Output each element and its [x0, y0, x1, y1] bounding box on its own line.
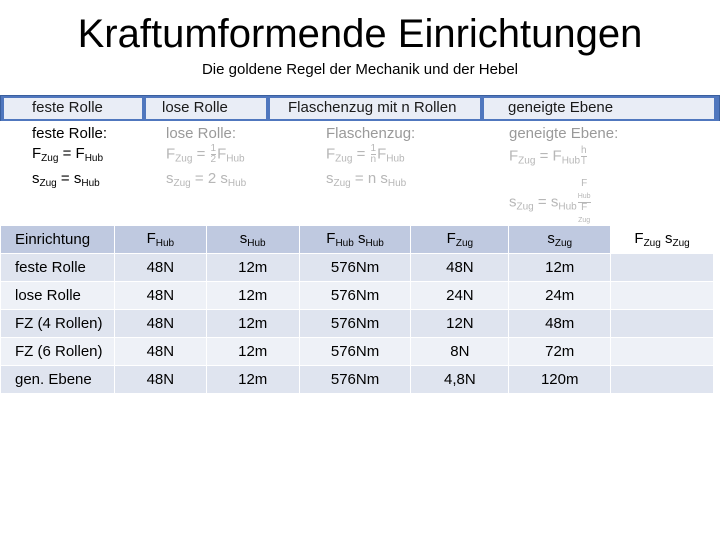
formula-ebene	[509, 124, 618, 226]
cell-f-hub: 48N	[114, 282, 206, 310]
formula-feste-line1: $F_{Zug} = F_{Hub}$	[32, 145, 104, 164]
table-row	[1, 366, 714, 394]
formula-feste	[32, 124, 107, 194]
results-table	[0, 225, 714, 394]
cell-s-hub: 12m	[206, 254, 299, 282]
cell-einrichtung: FZ (6 Rollen)	[1, 338, 115, 366]
band-label-feste: feste Rolle	[32, 99, 103, 116]
cell-f-hub-s-hub: 576Nm	[299, 338, 411, 366]
cell-f-hub: 48N	[114, 338, 206, 366]
cell-s-hub: 12m	[206, 282, 299, 310]
cell-f-zug-s-zug	[611, 366, 714, 394]
table-row	[1, 310, 714, 338]
cell-s-hub: 12m	[206, 366, 299, 394]
cell-s-hub: 12m	[206, 338, 299, 366]
cell-f-hub-s-hub: 576Nm	[299, 310, 411, 338]
formula-flaschenzug-line1: $F_{Zug}$ = $\frac{1}{n}$ $F_{Hub}$	[326, 143, 405, 165]
formula-lose	[166, 124, 246, 194]
formula-flaschenzug-heading: Flaschenzug:	[326, 125, 416, 142]
cell-f-hub-s-hub: 576Nm	[299, 282, 411, 310]
header-einrichtung: Einrichtung	[1, 226, 115, 254]
page-title: Kraftumformende Einrichtungen	[77, 12, 643, 56]
cell-f-zug-s-zug	[611, 338, 714, 366]
cell-einrichtung: FZ (4 Rollen)	[1, 310, 115, 338]
cell-s-zug: 12m	[509, 254, 611, 282]
page-subtitle: Die goldene Regel der Mechanik und der Hebel	[201, 61, 519, 78]
formula-lose-heading: lose Rolle:	[166, 125, 237, 142]
table-row	[1, 254, 714, 282]
cell-einrichtung: gen. Ebene	[1, 366, 115, 394]
cell-s-hub: 12m	[206, 310, 299, 338]
table-row	[1, 338, 714, 366]
cell-f-zug: 48N	[411, 254, 509, 282]
cell-einrichtung: feste Rolle	[1, 254, 115, 282]
formula-flaschenzug	[326, 124, 415, 194]
cell-f-zug-s-zug	[611, 310, 714, 338]
formula-flaschenzug-line2: $s_{Zug} = n$ $s_{Hub}$	[326, 170, 407, 190]
cell-f-zug: 8N	[411, 338, 509, 366]
formula-ebene-heading: geneigte Ebene:	[509, 125, 619, 142]
cell-f-zug: 24N	[411, 282, 509, 310]
header-s-zug: $s_{Zug}$	[509, 226, 611, 254]
cell-s-zug: 120m	[509, 366, 611, 394]
cell-f-hub: 48N	[114, 310, 206, 338]
table-row	[1, 282, 714, 310]
cell-einrichtung: lose Rolle	[1, 282, 115, 310]
cell-f-zug: 4,8N	[411, 366, 509, 394]
header-f-hub-s-hub: $F_{Hub}$ $s_{Hub}$	[299, 226, 411, 254]
header-f-hub: $F_{Hub}$	[114, 226, 206, 254]
header-f-zug-s-zug: $F_{Zug}$ $s_{Zug}$	[611, 226, 714, 254]
table-header-row	[1, 226, 714, 254]
formula-feste-heading: feste Rolle:	[32, 125, 108, 142]
cell-f-zug-s-zug	[611, 282, 714, 310]
formula-feste-line2: $s_{Zug} = s_{Hub}$	[32, 170, 100, 189]
header-f-zug: $F_{Zug}$	[411, 226, 509, 254]
cell-f-hub: 48N	[114, 366, 206, 394]
cell-f-zug: 12N	[411, 310, 509, 338]
cell-f-zug-s-zug	[611, 254, 714, 282]
band-label-ebene: geneigte Ebene	[508, 99, 614, 116]
cell-f-hub-s-hub: 576Nm	[299, 254, 411, 282]
cell-s-zug: 72m	[509, 338, 611, 366]
formula-lose-line2: $s_{Zug} = 2$ $s_{Hub}$	[166, 170, 247, 190]
header-s-hub: $s_{Hub}$	[206, 226, 299, 254]
cell-f-hub: 48N	[114, 254, 206, 282]
band-label-flaschenzug: Flaschenzug mit n Rollen	[288, 99, 457, 116]
formula-ebene-line2: $s_{Zug} = s_{Hub}$ F $_{Hub}$ F $_{Zug}$	[509, 178, 591, 225]
band-label-lose: lose Rolle	[162, 99, 228, 116]
cell-s-zug: 24m	[509, 282, 611, 310]
cell-f-hub-s-hub: 576Nm	[299, 366, 411, 394]
cell-s-zug: 48m	[509, 310, 611, 338]
formula-ebene-line1: $F_{Zug} = F_{Hub}$ $\frac{h}{l}$	[509, 145, 587, 167]
formula-lose-line1: $F_{Zug}$ = $\frac{1}{2}$ $F_{Hub}$	[166, 143, 245, 165]
